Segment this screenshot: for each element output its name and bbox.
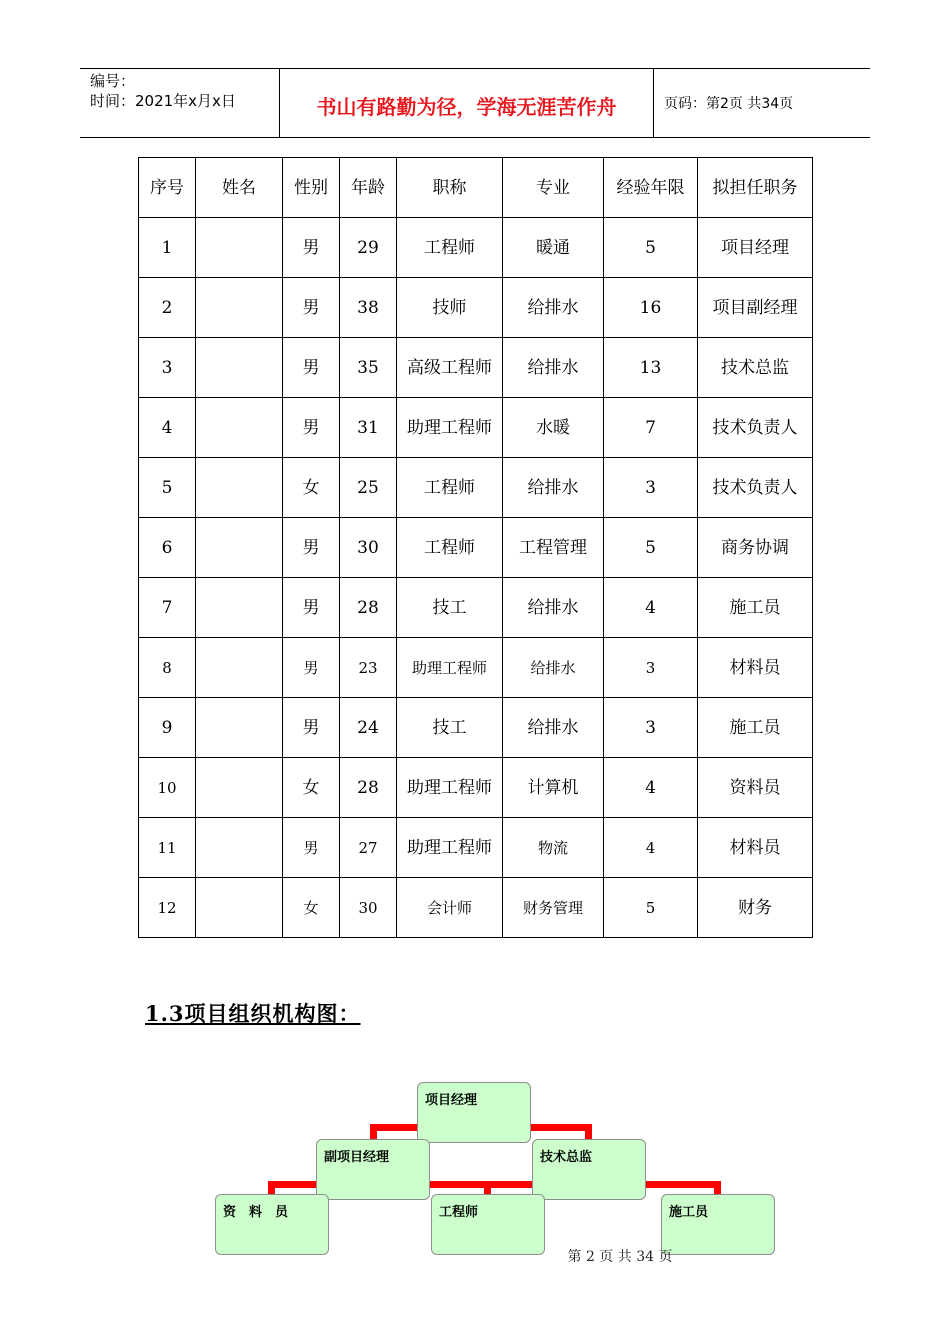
cell-index: 10: [139, 758, 196, 818]
cell-experience: 4: [604, 758, 698, 818]
cell-name: [196, 338, 283, 398]
col-header-gender: 性别: [283, 158, 340, 218]
cell-name: [196, 458, 283, 518]
cell-index: 1: [139, 218, 196, 278]
cell-gender: 男: [283, 818, 340, 878]
header-date: 时间：2021年x月x日: [90, 92, 236, 110]
org-node-deputy-manager: 副项目经理: [316, 1139, 430, 1200]
cell-gender: 男: [283, 578, 340, 638]
cell-major: 给排水: [503, 278, 604, 338]
cell-title: 助理工程师: [397, 758, 503, 818]
header-meta: [80, 69, 280, 137]
cell-gender: 男: [283, 638, 340, 698]
cell-position: 财务: [698, 878, 813, 938]
cell-title: 技工: [397, 578, 503, 638]
cell-gender: 男: [283, 398, 340, 458]
cell-position: 材料员: [698, 638, 813, 698]
cell-index: 4: [139, 398, 196, 458]
table-row: [139, 578, 813, 638]
col-header-major: 专业: [503, 158, 604, 218]
cell-age: 35: [340, 338, 397, 398]
cell-position: 资料员: [698, 758, 813, 818]
table-row: [139, 218, 813, 278]
cell-major: 给排水: [503, 698, 604, 758]
cell-name: [196, 878, 283, 938]
cell-index: 12: [139, 878, 196, 938]
cell-gender: 女: [283, 458, 340, 518]
section-title: 1.3项目组织机构图：: [145, 1001, 361, 1026]
cell-title: 工程师: [397, 458, 503, 518]
cell-index: 3: [139, 338, 196, 398]
org-node-project-manager: 项目经理: [417, 1082, 531, 1143]
col-header-age: 年龄: [340, 158, 397, 218]
cell-title: 工程师: [397, 518, 503, 578]
cell-experience: 5: [604, 218, 698, 278]
cell-index: 6: [139, 518, 196, 578]
col-header-name: 姓名: [196, 158, 283, 218]
cell-index: 11: [139, 818, 196, 878]
cell-title: 高级工程师: [397, 338, 503, 398]
cell-title: 助理工程师: [397, 398, 503, 458]
cell-major: 工程管理: [503, 518, 604, 578]
page-header: [80, 68, 870, 138]
table-row: [139, 338, 813, 398]
page-footer: 第 2 页 共 34 页: [567, 1249, 673, 1265]
cell-age: 30: [340, 878, 397, 938]
cell-age: 28: [340, 758, 397, 818]
cell-position: 材料员: [698, 818, 813, 878]
cell-major: 计算机: [503, 758, 604, 818]
col-header-position: 拟担任职务: [698, 158, 813, 218]
cell-name: [196, 278, 283, 338]
cell-age: 25: [340, 458, 397, 518]
header-page-info: 页码：第2页 共34页: [664, 96, 794, 112]
cell-experience: 4: [604, 578, 698, 638]
cell-position: 施工员: [698, 698, 813, 758]
cell-age: 31: [340, 398, 397, 458]
cell-title: 技师: [397, 278, 503, 338]
cell-index: 7: [139, 578, 196, 638]
cell-experience: 16: [604, 278, 698, 338]
header-motto: 书山有路勤为径，学海无涯苦作舟: [280, 69, 654, 137]
org-node-builder: 施工员: [661, 1194, 775, 1255]
table-row: [139, 878, 813, 938]
table-row: [139, 458, 813, 518]
cell-age: 27: [340, 818, 397, 878]
cell-experience: 5: [604, 518, 698, 578]
cell-title: 技工: [397, 698, 503, 758]
table-row: [139, 278, 813, 338]
col-header-index: 序号: [139, 158, 196, 218]
table-row: [139, 638, 813, 698]
col-header-title: 职称: [397, 158, 503, 218]
cell-experience: 4: [604, 818, 698, 878]
cell-name: [196, 218, 283, 278]
cell-index: 9: [139, 698, 196, 758]
cell-experience: 3: [604, 458, 698, 518]
org-node-engineer: 工程师: [431, 1194, 545, 1255]
cell-title: 会计师: [397, 878, 503, 938]
cell-position: 项目副经理: [698, 278, 813, 338]
cell-major: 给排水: [503, 338, 604, 398]
cell-position: 施工员: [698, 578, 813, 638]
cell-experience: 13: [604, 338, 698, 398]
cell-major: 给排水: [503, 638, 604, 698]
cell-index: 5: [139, 458, 196, 518]
cell-position: 技术负责人: [698, 398, 813, 458]
staff-table: [138, 157, 813, 938]
cell-position: 技术负责人: [698, 458, 813, 518]
cell-name: [196, 698, 283, 758]
cell-age: 30: [340, 518, 397, 578]
cell-age: 38: [340, 278, 397, 338]
cell-major: 暖通: [503, 218, 604, 278]
cell-position: 项目经理: [698, 218, 813, 278]
cell-name: [196, 398, 283, 458]
cell-gender: 女: [283, 758, 340, 818]
cell-major: 给排水: [503, 458, 604, 518]
cell-position: 技术总监: [698, 338, 813, 398]
cell-name: [196, 758, 283, 818]
cell-age: 23: [340, 638, 397, 698]
cell-major: 水暖: [503, 398, 604, 458]
cell-experience: 7: [604, 398, 698, 458]
cell-experience: 5: [604, 878, 698, 938]
header-serial: 编号：: [90, 72, 136, 90]
cell-index: 8: [139, 638, 196, 698]
cell-gender: 男: [283, 338, 340, 398]
cell-age: 29: [340, 218, 397, 278]
cell-index: 2: [139, 278, 196, 338]
table-row: [139, 698, 813, 758]
col-header-experience: 经验年限: [604, 158, 698, 218]
cell-gender: 男: [283, 698, 340, 758]
cell-age: 24: [340, 698, 397, 758]
cell-name: [196, 638, 283, 698]
cell-gender: 男: [283, 518, 340, 578]
cell-gender: 男: [283, 278, 340, 338]
cell-name: [196, 578, 283, 638]
table-row: [139, 758, 813, 818]
cell-name: [196, 518, 283, 578]
org-node-docs-clerk: 资 料 员: [215, 1194, 329, 1255]
cell-experience: 3: [604, 638, 698, 698]
cell-major: 财务管理: [503, 878, 604, 938]
table-row: [139, 518, 813, 578]
cell-age: 28: [340, 578, 397, 638]
org-node-tech-director: 技术总监: [532, 1139, 646, 1200]
cell-name: [196, 818, 283, 878]
cell-title: 工程师: [397, 218, 503, 278]
cell-gender: 男: [283, 218, 340, 278]
cell-major: 给排水: [503, 578, 604, 638]
cell-major: 物流: [503, 818, 604, 878]
cell-position: 商务协调: [698, 518, 813, 578]
cell-experience: 3: [604, 698, 698, 758]
table-header-row: [139, 158, 813, 218]
cell-gender: 女: [283, 878, 340, 938]
table-row: [139, 398, 813, 458]
cell-title: 助理工程师: [397, 818, 503, 878]
cell-title: 助理工程师: [397, 638, 503, 698]
table-row: [139, 818, 813, 878]
